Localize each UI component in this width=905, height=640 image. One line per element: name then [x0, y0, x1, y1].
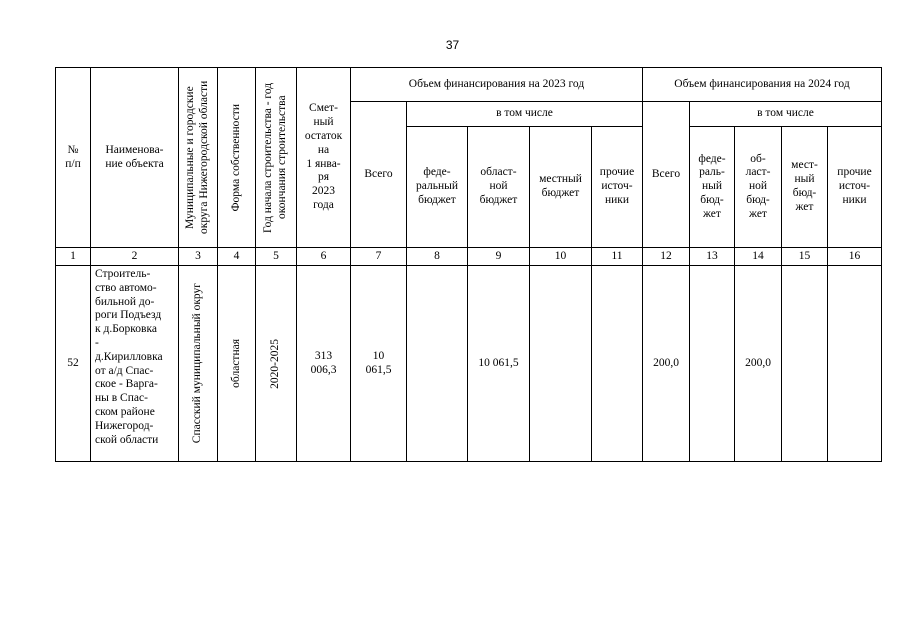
regional-2024-value: 200,0: [735, 266, 782, 462]
col-number: 13: [690, 248, 735, 266]
header-districts-text: Муниципальные и городские округа Нижегородской области: [184, 80, 210, 235]
header-districts: [179, 68, 218, 248]
header-other-2024: прочие источ- ники: [828, 127, 882, 248]
other-2024-value: [828, 266, 882, 462]
district-cell: [179, 266, 218, 462]
col-number: 16: [828, 248, 882, 266]
col-number: 7: [351, 248, 407, 266]
local-2023-value: [530, 266, 592, 462]
district-text: Спасский муниципальный округ: [191, 283, 204, 444]
col-number: 6: [297, 248, 351, 266]
header-other-2023: прочие источ- ники: [592, 127, 643, 248]
col-number: 10: [530, 248, 592, 266]
header-financing-2024: Объем финансирования на 2024 год: [643, 68, 882, 102]
header-total-2023: Всего: [351, 102, 407, 248]
col-number: 5: [256, 248, 297, 266]
header-number: № п/п: [56, 68, 91, 248]
col-number: 3: [179, 248, 218, 266]
col-number: 9: [468, 248, 530, 266]
local-2024-value: [782, 266, 828, 462]
years-cell: [256, 266, 297, 462]
header-local-2024: мест- ный бюд- жет: [782, 127, 828, 248]
header-regional-2023: област- ной бюджет: [468, 127, 530, 248]
row-number: 52: [56, 266, 91, 462]
header-including-2024: в том числе: [690, 102, 882, 127]
header-years: [256, 68, 297, 248]
years-text: 2020-2025: [269, 338, 282, 389]
object-name: Строитель- ство автомо- бильной до- роги Подъезд к д.Борковка - д.Кирилловка от а/д Спас- ское - Варга- ны в Спас- ском районе Нижегород- ской области: [91, 266, 179, 462]
header-ownership-text: Форма собственности: [229, 103, 242, 212]
total-2024-value: 200,0: [643, 266, 690, 462]
regional-2023-value: 10 061,5: [468, 266, 530, 462]
col-number: 8: [407, 248, 468, 266]
federal-2024-value: [690, 266, 735, 462]
col-number: 12: [643, 248, 690, 266]
header-total-2024: Всего: [643, 102, 690, 248]
header-estimate: Смет- ный остаток на 1 янва- ря 2023 года: [297, 68, 351, 248]
header-local-2023: местный бюджет: [530, 127, 592, 248]
header-object-name: Наименова- ние объекта: [91, 68, 179, 248]
header-ownership: [218, 68, 256, 248]
page-number: 37: [445, 38, 460, 52]
col-number: 15: [782, 248, 828, 266]
header-including-2023: в том числе: [407, 102, 643, 127]
ownership-cell: [218, 266, 256, 462]
financing-table: [55, 67, 882, 462]
header-financing-2023: Объем финансирования на 2023 год: [351, 68, 643, 102]
other-2023-value: [592, 266, 643, 462]
col-number: 1: [56, 248, 91, 266]
header-federal-2023: феде- ральный бюджет: [407, 127, 468, 248]
col-number: 14: [735, 248, 782, 266]
ownership-text: областная: [229, 339, 242, 388]
estimate-value: 313 006,3: [297, 266, 351, 462]
col-number: 11: [592, 248, 643, 266]
col-number: 4: [218, 248, 256, 266]
col-number: 2: [91, 248, 179, 266]
header-regional-2024: об- ласт- ной бюд- жет: [735, 127, 782, 248]
header-years-text: Год начала строительства - год окончания строительства: [262, 82, 288, 233]
federal-2023-value: [407, 266, 468, 462]
header-federal-2024: феде- раль- ный бюд- жет: [690, 127, 735, 248]
total-2023-value: 10 061,5: [351, 266, 407, 462]
